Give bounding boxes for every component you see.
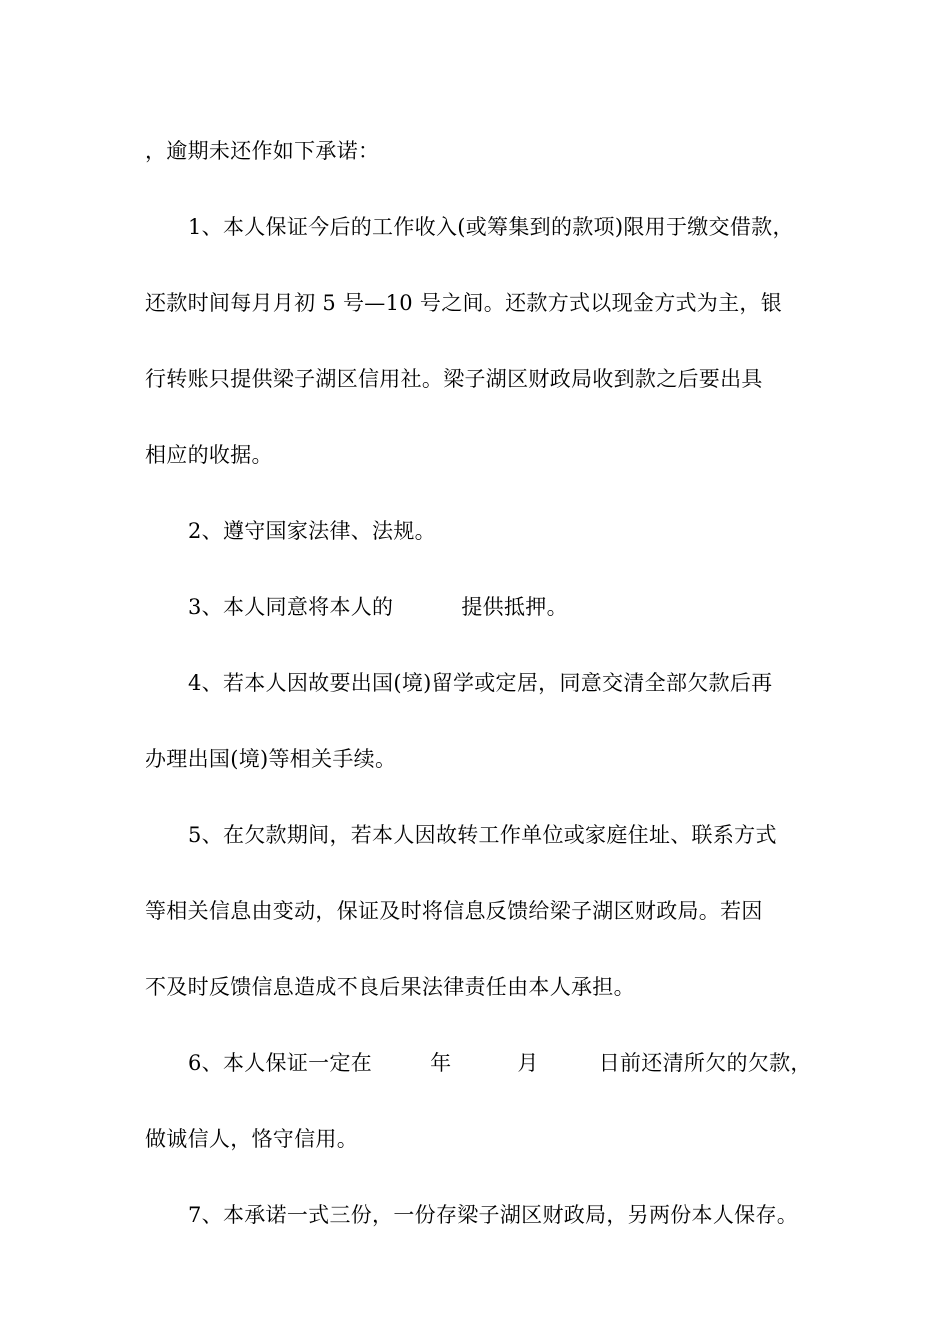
paragraph-line-item1: 1、本人保证今后的工作收入(或筹集到的款项)限用于缴交借款， <box>188 215 794 239</box>
paragraph-line-item5-cont: 等相关信息由变动，保证及时将信息反馈给梁子湖区财政局。若因 <box>145 899 763 923</box>
item6-text-part4: 日前还清所欠的欠款， <box>598 1051 812 1075</box>
paragraph-line-item6-cont: 做诚信人，恪守信用。 <box>145 1127 358 1151</box>
item3-text-after: 提供抵押。 <box>461 595 568 619</box>
paragraph-line-item5: 5、在欠款期间，若本人因故转工作单位或家庭住址、联系方式 <box>188 823 777 847</box>
paragraph-line-item7: 7、本承诺一式三份，一份存梁子湖区财政局，另两份本人保存。 <box>188 1203 799 1227</box>
paragraph-line-item1-cont: 还款时间每月月初 5 号—10 号之间。还款方式以现金方式为主，银 <box>145 291 783 315</box>
paragraph-line-item2: 2、遵守国家法律、法规。 <box>188 519 436 543</box>
paragraph-line-item5-cont: 不及时反馈信息造成不良后果法律责任由本人承担。 <box>145 975 635 999</box>
item6-text-month: 月 <box>517 1051 539 1075</box>
item3-text-before: 3、本人同意将本人的 <box>188 595 394 619</box>
item6-text-part1: 6、本人保证一定在 <box>188 1051 373 1075</box>
item6-text-year: 年 <box>430 1051 452 1075</box>
paragraph-line-item4-cont: 办理出国(境)等相关手续。 <box>145 747 397 771</box>
paragraph-line-intro: ，逾期未还作如下承诺： <box>145 139 380 163</box>
paragraph-line-item6 <box>188 1048 868 1078</box>
paragraph-line-item1-cont: 相应的收据。 <box>145 443 273 467</box>
paragraph-line-item1-cont: 行转账只提供梁子湖区信用社。梁子湖区财政局收到款之后要出具 <box>145 367 763 391</box>
paragraph-line-item3 <box>188 592 868 622</box>
paragraph-line-item4: 4、若本人因故要出国(境)留学或定居，同意交清全部欠款后再 <box>188 671 773 695</box>
